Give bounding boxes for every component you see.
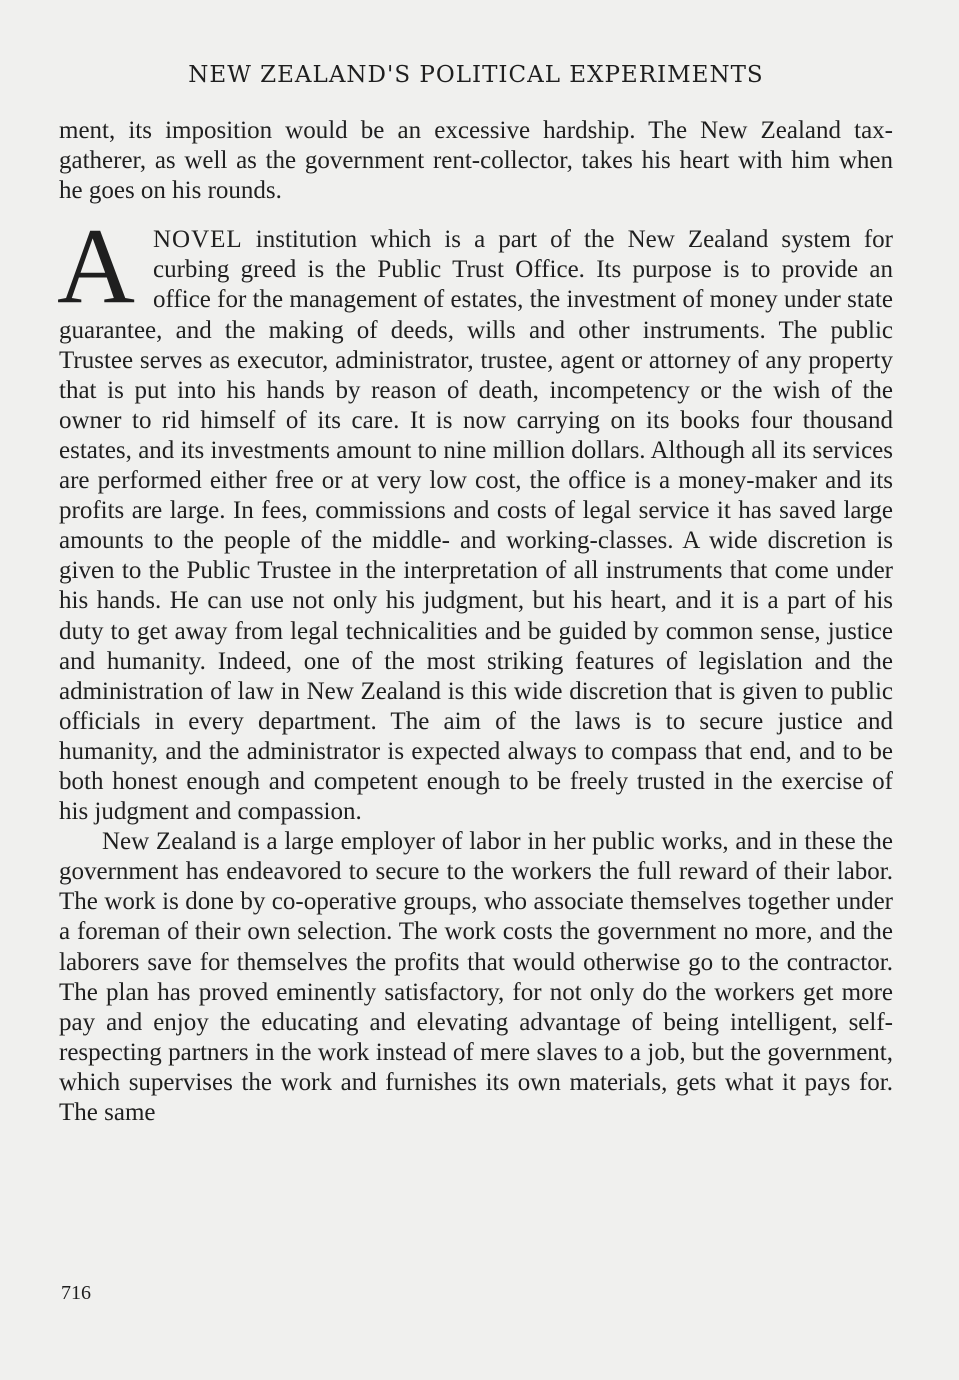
running-head: NEW ZEALAND'S POLITICAL EXPERIMENTS: [188, 62, 764, 88]
paragraph-public-trust-text: institution which is a part of the New Zealand system for curbing greed is the Public Trust Office. Its purpose is to provide an office for the management of estates, the investment of money under state guarantee, and the making of deeds, wills and other instruments. The public Trustee serves as executor, administrator, trustee, agent or attorney of any property that is put into his hands by reason of death, incompetency or the wish of the owner to rid himself of its care. It is now carrying on its books four thousand estates, and its investments amount to nine million dollars. Although all its services are performed either free or at very low cost, the office is a money-maker and its profits are large. In fees, commissions and costs of legal service it has saved large amounts to the people of the middle- and working-classes. A wide discretion is given to the Public Trustee in the interpretation of all instruments that come under his hands. He can use not only his judgment, but his heart, and it is a part of his duty to get away from legal technicalities and be guided by common sense, justice and humanity. Indeed, one of the most striking features of legislation and the administration of law in New Zealand is this wide discretion that is given to public officials in every department. The aim of the laws is to secure justice and humanity, and the administrator is expected always to compass that end, and to be both honest enough and competent enough to be freely trusted in the exercise of his judgment and compassion.: [59, 226, 894, 826]
drop-cap: A: [57, 207, 135, 327]
body-text: [59, 116, 893, 1128]
page-number: 716: [61, 1282, 91, 1304]
paragraph-public-works: New Zealand is a large employer of labor in her public works, and in these the government has endeavored to secure to the workers the full reward of their labor. The work is done by co-operative groups, who associate themselves together under a foreman of their own selection. The work costs the government no more, and the laborers save for themselves the profits that would otherwise go to the contractor. The plan has proved eminently satisfactory, for not only do the workers get more pay and enjoy the educating and elevating advantage of being intelligent, self-respecting partners in the work instead of mere slaves to a job, but the government, which supervises the work and furnishes its own materials, gets what it pays for. The same: [59, 828, 893, 1126]
paragraph-public-trust: [57, 207, 894, 827]
paragraph-continuation: ment, its imposition would be an excessive hardship. The New Zealand tax-gatherer, as well as the government rent-collector, takes his heart with him when he goes on his rounds.: [59, 117, 893, 205]
opening-caps: NOVEL: [153, 226, 243, 254]
